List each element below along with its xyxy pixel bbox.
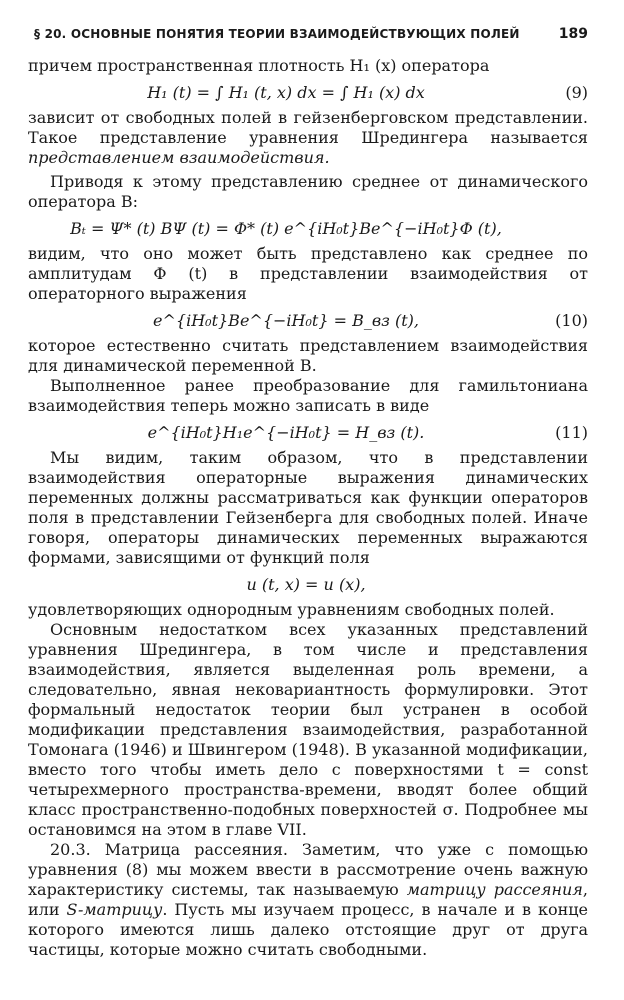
term-scattering-matrix: матрицу рассеяния bbox=[406, 880, 583, 899]
paragraph-10-text-start: 20.3. Матрица рассеяния. Заметим, что уже с помощью уравнения (8) мы можем ввести в рассмотрение очень важную характеристику системы, так называемую bbox=[28, 840, 588, 899]
paragraph-4: видим, что оно может быть представлено как среднее по амплитудам Φ (t) в представлении взаимодействия от операторного выражения bbox=[28, 244, 588, 303]
page-header bbox=[28, 26, 588, 56]
equation-10-number: (10) bbox=[555, 310, 588, 330]
paragraph-10-text-end: . Пусть мы изучаем процесс, в начале и в конце которого имеются лишь далеко отстоящие друг от друга частицы, которые можно считать свободными. bbox=[28, 900, 588, 959]
equation-9-formula: H₁ (t) = ∫ H₁ (t, x) dx = ∫ H₁ (x) dx bbox=[147, 82, 425, 102]
paragraph-1: причем пространственная плотность H₁ (x) оператора bbox=[28, 56, 490, 75]
paragraph-7: Мы видим, таким образом, что в представлении взаимодействия операторные выражения динамических переменных должны рассматриваться как функции операторов поля в представлении Гейзенберга для свободных полей. Иначе говоря, операторы динамических переменных выражаются формами, зависящими от функций поля bbox=[28, 448, 588, 567]
equation-9 bbox=[28, 76, 588, 108]
paragraph-8: удовлетворяющих однородным уравнениям свободных полей. bbox=[28, 600, 555, 619]
paragraph-3: Приводя к этому представлению среднее от динамического оператора B: bbox=[28, 172, 588, 211]
equation-b bbox=[28, 212, 588, 244]
equation-b-formula: Bₜ = Ψ* (t) BΨ (t) = Φ* (t) e^{iH₀t}Be^{−iH₀t}Φ (t), bbox=[70, 218, 502, 238]
equation-11 bbox=[28, 416, 588, 448]
page-number: 189 bbox=[558, 26, 588, 42]
equation-11-formula: e^{iH₀t}H₁e^{−iH₀t} = H_вз (t). bbox=[147, 422, 425, 442]
term-s-matrix: S-матрицу bbox=[66, 900, 163, 919]
paragraph-5: которое естественно считать представлением взаимодействия для динамической переменной B. bbox=[28, 336, 588, 375]
term-interaction-representation: представлением взаимодействия. bbox=[28, 148, 330, 167]
paragraph-10-text-mid: , или bbox=[28, 880, 588, 919]
paragraph-2-text: зависит от свободных полей в гейзенберговском представлении. Такое представление уравнения Шредингера называется bbox=[28, 108, 588, 147]
paragraph-6: Выполненное ранее преобразование для гамильтониана взаимодействия теперь можно записать в виде bbox=[28, 376, 588, 415]
paragraph-10 bbox=[28, 840, 588, 960]
paragraph-2 bbox=[28, 108, 588, 168]
equation-9-number: (9) bbox=[565, 82, 588, 102]
running-head: § 20. ОСНОВНЫЕ ПОНЯТИЯ ТЕОРИИ ВЗАИМОДЕЙСТВУЮЩИХ ПОЛЕЙ bbox=[34, 27, 520, 41]
paragraph-9: Основным недостатком всех указанных представлений уравнения Шредингера, в том числе и представления взаимодействия, является выделенная роль времени, а следовательно, явная нековариантность формулировки. Этот формальный недостаток теории был устранен в особой модификации представления взаимодействия, разработанной Томонага (1946) и Швингером (1948). В указанной модификации, вместо того чтобы иметь дело с поверхностями t = const четырехмерного пространства-времени, вводят более общий класс пространственно-подобных поверхностей σ. Подробнее мы остановимся на этом в главе VII. bbox=[28, 620, 588, 839]
equation-u bbox=[28, 568, 588, 600]
equation-u-formula: u (t, x) = u (x), bbox=[246, 574, 366, 594]
equation-10 bbox=[28, 304, 588, 336]
equation-11-number: (11) bbox=[555, 422, 588, 442]
equation-10-formula: e^{iH₀t}Be^{−iH₀t} = B_вз (t), bbox=[153, 310, 419, 330]
